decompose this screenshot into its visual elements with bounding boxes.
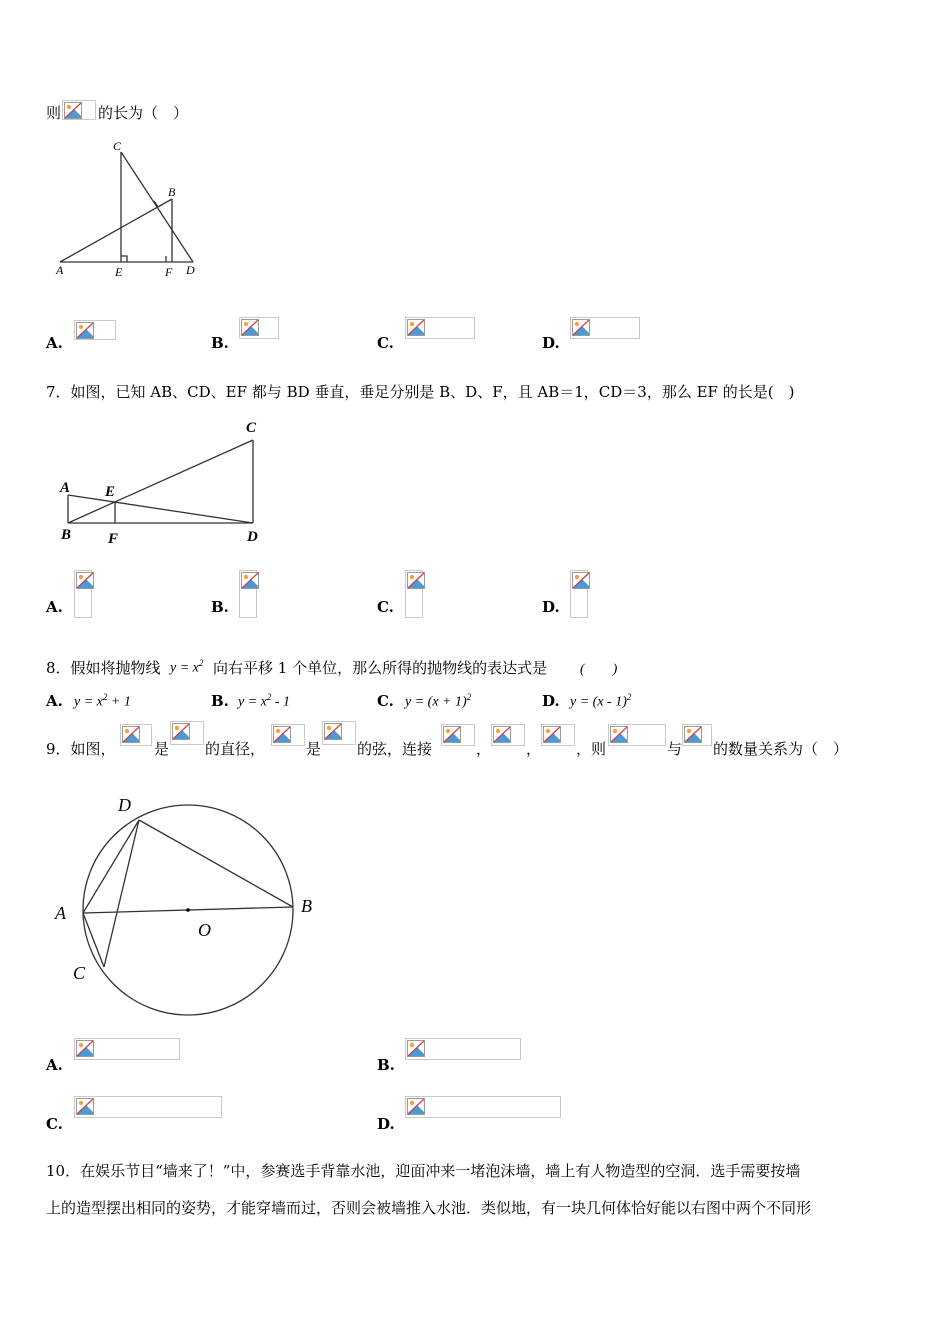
broken-image-icon[interactable] (74, 1038, 180, 1060)
q6-option-c: C. (377, 334, 394, 352)
image-placeholder-glyph-icon (543, 726, 561, 743)
q8-option-b: B. (211, 692, 229, 710)
q9-label-b: B (301, 896, 312, 916)
q7-line-bc (68, 440, 253, 523)
q9-text-4: 是 (306, 740, 322, 758)
q9-option-c: C. (46, 1115, 63, 1133)
q10-line-1: 10．在娱乐节目“墙来了！”中，参赛选手背靠水池，迎面冲来一堵泡沫墙，墙上有人物造型的空洞．选手需要按墙 (46, 1162, 801, 1180)
q9-text-3: 的直径， (205, 740, 266, 758)
q6-option-d: D. (542, 334, 560, 352)
q6-line-ab (60, 199, 172, 262)
q8-option-a-expr (74, 692, 131, 711)
q7-label-f: F (108, 531, 119, 547)
broken-image-icon (62, 100, 96, 120)
q8-option-a-base: y = x (74, 694, 103, 710)
broken-image-icon (541, 724, 575, 746)
q7-line-ad (68, 495, 253, 523)
broken-image-icon (682, 724, 712, 746)
image-placeholder-glyph-icon (684, 726, 702, 743)
q9-line-db (139, 820, 293, 907)
q6-right-angle-e (121, 256, 127, 262)
q8-formula-base: y = x (170, 660, 199, 676)
image-placeholder-glyph-icon (76, 1098, 94, 1115)
broken-image-icon (608, 724, 666, 746)
broken-image-icon[interactable] (405, 317, 475, 339)
q7-label-a: A (60, 480, 71, 496)
image-placeholder-glyph-icon (64, 102, 82, 119)
q9-label-c: C (73, 963, 86, 983)
q6-label-b: B (168, 185, 176, 199)
q9-figure (50, 785, 330, 1025)
image-placeholder-glyph-icon (493, 726, 511, 743)
q8-option-b-base: y = x (238, 694, 267, 710)
q6-label-a: A (56, 263, 64, 277)
q8-option-d-expr (570, 692, 631, 711)
image-placeholder-glyph-icon (76, 1040, 94, 1057)
image-placeholder-glyph-icon (407, 1098, 425, 1115)
q7-figure (55, 415, 275, 550)
q6-label-c: C (113, 139, 122, 153)
q9-text-7: 与 (667, 740, 683, 758)
image-placeholder-glyph-icon (273, 726, 291, 743)
q8-option-a-exp: 2 (102, 692, 108, 702)
image-placeholder-glyph-icon (122, 726, 140, 743)
q9-line-ad (83, 820, 139, 913)
broken-image-icon[interactable] (74, 320, 116, 340)
q6-figure (50, 135, 210, 280)
image-placeholder-glyph-icon (443, 726, 461, 743)
q7-label-b: B (61, 527, 72, 543)
q9-line-dc (104, 820, 139, 967)
q9-text-8: 的数量关系为（ ） (713, 740, 849, 758)
broken-image-icon[interactable] (405, 1038, 521, 1060)
q7-option-a: A. (46, 598, 63, 616)
q9-option-a: A. (46, 1056, 63, 1074)
q8-option-c: C. (377, 692, 394, 710)
image-placeholder-glyph-icon (610, 726, 628, 743)
broken-image-icon[interactable] (239, 570, 257, 618)
broken-image-icon (170, 721, 204, 745)
q7-label-d: D (247, 529, 258, 545)
q7-option-b: B. (211, 598, 229, 616)
broken-image-icon[interactable] (570, 317, 640, 339)
q9-text-2: 是 (154, 740, 170, 758)
q8-option-b-expr (238, 692, 290, 711)
q7-label-e: E (105, 484, 116, 500)
q7-label-c: C (246, 420, 257, 436)
q9-text-1: 9．如图， (46, 740, 116, 758)
broken-image-icon (322, 721, 356, 745)
broken-image-icon (271, 724, 305, 746)
q8-option-a-tail: + 1 (107, 694, 131, 710)
image-placeholder-glyph-icon (572, 572, 590, 589)
q8-option-d-exp: 2 (626, 692, 632, 702)
q9-text-6: ，则 (576, 740, 607, 758)
q8-prefix: 8．假如将抛物线 (46, 659, 161, 677)
q8-option-b-tail: - 1 (271, 694, 291, 710)
q6-right-angle-b (154, 201, 163, 207)
q6-intro-suffix: 的长为（ ） (98, 104, 189, 122)
q6-label-e: E (115, 265, 123, 279)
q8-option-c-exp: 2 (466, 692, 472, 702)
image-placeholder-glyph-icon (76, 572, 94, 589)
broken-image-icon[interactable] (405, 1096, 561, 1118)
q8-blank: ( ) (580, 662, 618, 677)
image-placeholder-glyph-icon (241, 319, 259, 336)
q6-option-a: A. (46, 334, 63, 352)
q8-option-a: A. (46, 692, 63, 710)
broken-image-icon (441, 724, 475, 746)
q8-option-d: D. (542, 692, 560, 710)
q9-center-dot (186, 908, 190, 912)
image-placeholder-glyph-icon (407, 319, 425, 336)
image-placeholder-glyph-icon (407, 1040, 425, 1057)
q9-option-d: D. (377, 1115, 395, 1133)
broken-image-icon (120, 724, 152, 746)
q7-text: 7．如图，已知 AB、CD、EF 都与 BD 垂直，垂足分别是 B、D、F，且 AB＝1，CD＝3，那么 EF 的长是( ) (46, 383, 795, 401)
q8-option-d-base: y = (x - 1) (570, 694, 627, 710)
image-placeholder-glyph-icon (76, 322, 94, 339)
broken-image-icon[interactable] (74, 570, 92, 618)
broken-image-icon (491, 724, 525, 746)
q9-text-5: 的弦，连接 (357, 740, 433, 758)
q9-label-o: O (198, 920, 211, 940)
broken-image-icon[interactable] (74, 1096, 222, 1118)
q8-suffix: 向右平移 1 个单位，那么所得的抛物线的表达式是 (213, 659, 548, 677)
q10-line-2: 上的造型摆出相同的姿势，才能穿墙而过，否则会被墙推入水池．类似地，有一块几何体恰好能以右图中两个不同形 (46, 1199, 812, 1217)
q9-comma-1: ， (476, 740, 492, 758)
q6-intro-prefix: 则 (46, 104, 62, 122)
image-placeholder-glyph-icon (407, 572, 425, 589)
q6-option-b: B. (211, 334, 229, 352)
q9-label-a: A (55, 903, 66, 923)
q8-option-c-expr (405, 692, 471, 711)
q9-option-b: B. (377, 1056, 395, 1074)
q8-formula (170, 658, 203, 677)
image-placeholder-glyph-icon (572, 319, 590, 336)
q8-option-b-exp: 2 (266, 692, 272, 702)
q7-option-c: C. (377, 598, 394, 616)
q9-label-d: D (118, 795, 131, 815)
image-placeholder-glyph-icon (324, 723, 342, 740)
broken-image-icon[interactable] (570, 570, 588, 618)
broken-image-icon[interactable] (405, 570, 423, 618)
image-placeholder-glyph-icon (241, 572, 259, 589)
q8-formula-exp: 2 (198, 658, 204, 668)
q6-label-d: D (186, 263, 195, 277)
q7-option-d: D. (542, 598, 560, 616)
q6-label-f: F (165, 265, 173, 279)
q9-comma-2: ， (526, 740, 542, 758)
broken-image-icon[interactable] (239, 317, 279, 339)
q9-line-ac (83, 913, 104, 967)
q8-option-c-base: y = (x + 1) (405, 694, 467, 710)
image-placeholder-glyph-icon (172, 723, 190, 740)
